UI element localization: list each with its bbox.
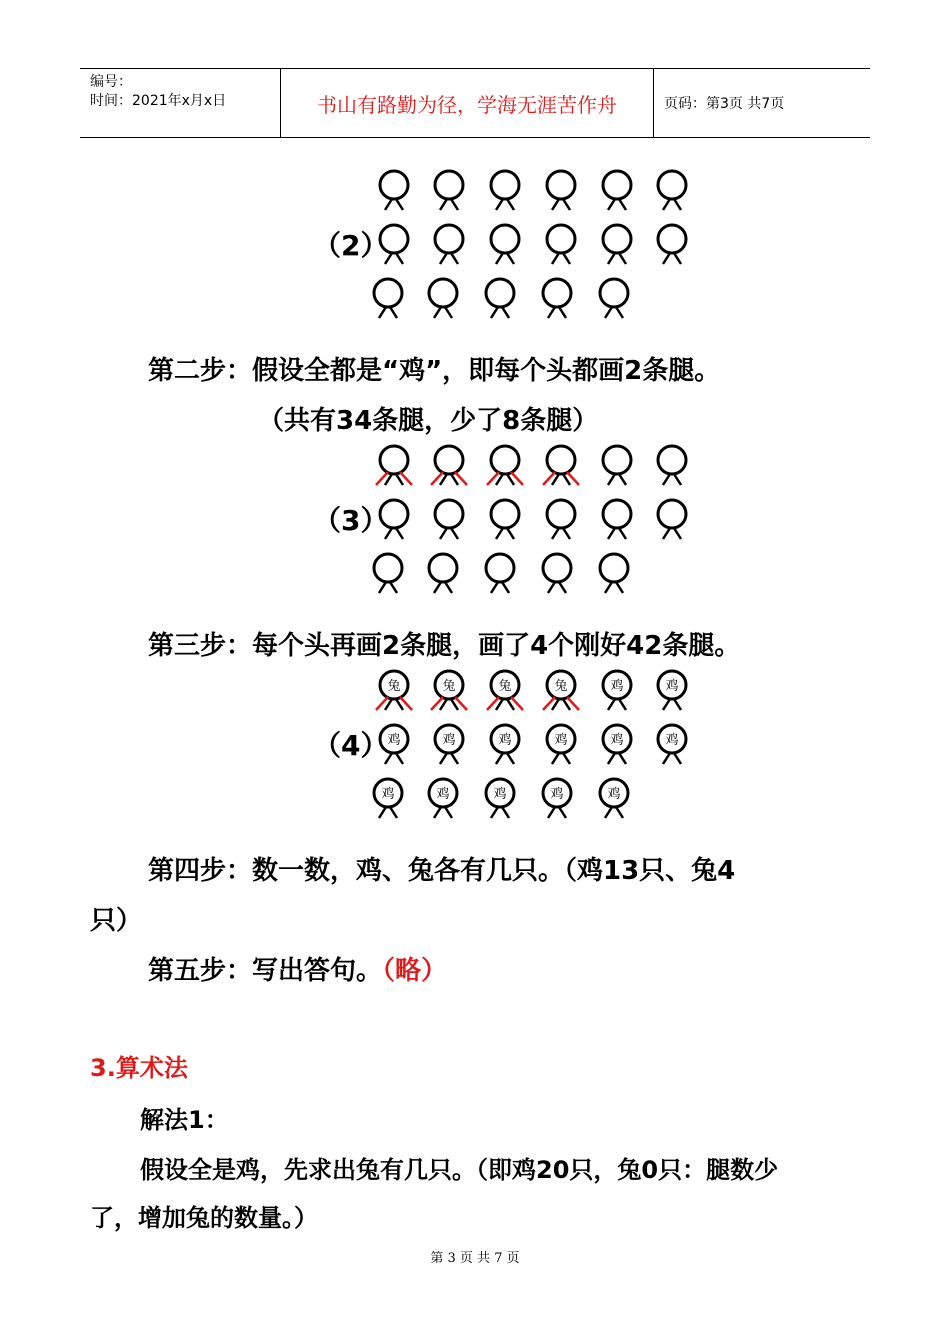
animal-head <box>658 671 686 710</box>
head-figure <box>603 225 631 264</box>
leg <box>552 253 559 264</box>
leg <box>674 253 681 264</box>
head-figure <box>547 225 575 264</box>
step-3-text: 第三步：每个头再画2条腿，画了4个刚好42条腿。 <box>148 631 741 661</box>
head-figure <box>376 446 412 485</box>
animal-head <box>487 671 523 710</box>
head-circle <box>600 554 628 582</box>
head-figure <box>658 171 686 210</box>
leg <box>608 753 615 764</box>
animal-label: 鸡 <box>607 787 621 802</box>
leg <box>451 753 458 764</box>
head-circle <box>374 554 402 582</box>
animal-head <box>486 779 514 818</box>
head-figure <box>547 171 575 210</box>
head-figure <box>658 500 686 539</box>
head-figure <box>380 171 408 210</box>
leg <box>502 807 509 818</box>
leg <box>451 253 458 264</box>
page-footer: 第 3 页 共 7 页 <box>430 1251 520 1266</box>
leg <box>663 699 670 710</box>
animal-head <box>491 725 519 764</box>
head-figure <box>600 279 628 318</box>
leg <box>385 199 392 210</box>
head-circle <box>435 446 463 474</box>
animal-label: 兔 <box>442 679 456 694</box>
leg <box>608 528 615 539</box>
head-circle <box>603 225 631 253</box>
head-figure <box>435 225 463 264</box>
leg <box>663 199 670 210</box>
leg <box>608 474 615 485</box>
animal-head <box>600 779 628 818</box>
leg <box>502 307 509 318</box>
leg <box>491 582 498 593</box>
leg <box>451 199 458 210</box>
leg <box>552 528 559 539</box>
animal-label: 鸡 <box>610 733 624 748</box>
method-1-label: 解法1： <box>140 1106 229 1134</box>
animal-label: 鸡 <box>381 787 395 802</box>
head-circle <box>658 225 686 253</box>
leg <box>502 582 509 593</box>
head-circle <box>658 500 686 528</box>
animal-label: 兔 <box>554 679 568 694</box>
head-circle <box>491 500 519 528</box>
head-figure <box>603 171 631 210</box>
head-circle <box>603 171 631 199</box>
leg <box>608 253 615 264</box>
leg <box>396 528 403 539</box>
animal-label: 鸡 <box>610 679 624 694</box>
animal-head <box>431 671 467 710</box>
head-circle <box>491 225 519 253</box>
step-4-line2: 只） <box>90 906 143 936</box>
leg <box>663 528 670 539</box>
leg <box>619 474 626 485</box>
animal-head <box>376 671 412 710</box>
leg <box>390 807 397 818</box>
animal-label: 鸡 <box>436 787 450 802</box>
document-time: 时间：2021年x月x日 <box>90 93 227 109</box>
head-circle <box>491 171 519 199</box>
head-circle <box>435 171 463 199</box>
head-figure <box>374 279 402 318</box>
leg <box>434 807 441 818</box>
head-figure <box>435 500 463 539</box>
head-figure <box>658 446 686 485</box>
animal-head <box>658 725 686 764</box>
figure-4-label: （4） <box>313 729 389 762</box>
head-circle <box>603 500 631 528</box>
leg <box>559 307 566 318</box>
leg <box>663 753 670 764</box>
leg <box>674 699 681 710</box>
head-circle <box>486 554 514 582</box>
leg <box>445 582 452 593</box>
head-circle <box>658 171 686 199</box>
leg <box>605 307 612 318</box>
leg <box>616 582 623 593</box>
leg <box>619 528 626 539</box>
leg <box>619 753 626 764</box>
animal-head <box>603 671 631 710</box>
animal-label: 鸡 <box>387 733 401 748</box>
leg <box>608 199 615 210</box>
head-circle <box>547 446 575 474</box>
animal-head <box>429 779 457 818</box>
leg <box>663 253 670 264</box>
head-circle <box>435 225 463 253</box>
animal-label: 鸡 <box>665 679 679 694</box>
leg <box>619 699 626 710</box>
head-figure <box>435 171 463 210</box>
head-circle <box>603 446 631 474</box>
leg <box>491 307 498 318</box>
step-2-text: 第二步：假设全都是“鸡”，即每个头都画2条腿。 <box>148 356 721 386</box>
animal-label: 鸡 <box>550 787 564 802</box>
leg <box>396 199 403 210</box>
leg <box>559 582 566 593</box>
leg <box>440 753 447 764</box>
leg <box>674 474 681 485</box>
leg <box>605 807 612 818</box>
leg <box>440 253 447 264</box>
leg <box>434 582 441 593</box>
animal-head <box>543 779 571 818</box>
leg <box>548 807 555 818</box>
leg <box>496 253 503 264</box>
animal-head <box>374 779 402 818</box>
leg <box>507 528 514 539</box>
head-figure <box>603 446 631 485</box>
head-figure <box>486 554 514 593</box>
head-circle <box>429 554 457 582</box>
animal-label: 兔 <box>387 679 401 694</box>
leg <box>390 582 397 593</box>
animal-head <box>603 725 631 764</box>
head-figure <box>600 554 628 593</box>
leg <box>663 474 670 485</box>
leg <box>552 753 559 764</box>
animal-label: 鸡 <box>665 733 679 748</box>
leg <box>563 753 570 764</box>
head-circle <box>374 279 402 307</box>
leg <box>440 528 447 539</box>
leg <box>507 199 514 210</box>
head-figure <box>543 279 571 318</box>
head-figure <box>429 279 457 318</box>
step-2-note: （共有34条腿，少了8条腿） <box>258 406 599 436</box>
head-figure <box>429 554 457 593</box>
leg <box>674 199 681 210</box>
figure-2-label: （2） <box>313 229 389 262</box>
leg <box>548 582 555 593</box>
figures-layer <box>374 171 686 818</box>
head-figure <box>658 225 686 264</box>
head-figure <box>491 171 519 210</box>
leg <box>396 253 403 264</box>
section-3-title: 3.算术法 <box>90 1054 188 1082</box>
head-figure <box>547 500 575 539</box>
leg <box>605 582 612 593</box>
leg <box>440 199 447 210</box>
header-motto: 书山有路勤为径，学海无涯苦作舟 <box>281 69 654 137</box>
head-circle <box>435 500 463 528</box>
leg <box>445 807 452 818</box>
step-5-text <box>148 950 447 987</box>
animal-head <box>543 671 579 710</box>
leg <box>674 528 681 539</box>
step-4-line1: 第四步：数一数，鸡、兔各有几只。（鸡13只、兔4 <box>148 856 736 886</box>
head-figure <box>543 554 571 593</box>
head-circle <box>547 500 575 528</box>
header-page-info: 页码：第3页 共7页 <box>664 96 785 112</box>
leg <box>619 253 626 264</box>
head-figure <box>491 500 519 539</box>
animal-label: 鸡 <box>442 733 456 748</box>
leg <box>608 699 615 710</box>
method-1-line2: 了，增加兔的数量。） <box>90 1204 318 1232</box>
leg <box>674 753 681 764</box>
head-figure <box>486 279 514 318</box>
leg <box>552 199 559 210</box>
leg <box>496 199 503 210</box>
head-circle <box>486 279 514 307</box>
animal-label: 兔 <box>498 679 512 694</box>
head-figure <box>603 500 631 539</box>
animal-label: 鸡 <box>498 733 512 748</box>
leg <box>559 807 566 818</box>
method-1-line1: 假设全是鸡，先求出兔有几只。（即鸡20只，兔0只：腿数少 <box>140 1156 779 1184</box>
leg <box>496 528 503 539</box>
leg <box>496 753 503 764</box>
head-circle <box>543 279 571 307</box>
head-circle <box>380 171 408 199</box>
leg <box>563 528 570 539</box>
leg <box>563 199 570 210</box>
animal-head <box>435 725 463 764</box>
head-figure <box>374 554 402 593</box>
animal-label: 鸡 <box>554 733 568 748</box>
step-5-main: 第五步：写出答句。 <box>148 956 383 986</box>
step-5-omitted: （略） <box>382 956 448 986</box>
head-circle <box>547 171 575 199</box>
head-circle <box>543 554 571 582</box>
leg <box>434 307 441 318</box>
head-circle <box>547 225 575 253</box>
head-figure <box>491 225 519 264</box>
leg <box>379 307 386 318</box>
leg <box>445 307 452 318</box>
leg <box>379 807 386 818</box>
leg <box>396 753 403 764</box>
leg <box>548 307 555 318</box>
leg <box>507 253 514 264</box>
figure-3-label: （3） <box>313 504 389 537</box>
head-figure <box>431 446 467 485</box>
head-circle <box>491 446 519 474</box>
head-circle <box>658 446 686 474</box>
head-circle <box>429 279 457 307</box>
leg <box>507 753 514 764</box>
document-number: 编号： <box>90 74 132 90</box>
leg <box>491 807 498 818</box>
head-circle <box>600 279 628 307</box>
animal-label: 鸡 <box>493 787 507 802</box>
leg <box>379 582 386 593</box>
head-figure <box>487 446 523 485</box>
leg <box>390 307 397 318</box>
leg <box>563 253 570 264</box>
leg <box>616 807 623 818</box>
leg <box>619 199 626 210</box>
leg <box>451 528 458 539</box>
head-figure <box>543 446 579 485</box>
animal-head <box>547 725 575 764</box>
leg <box>616 307 623 318</box>
head-circle <box>380 446 408 474</box>
